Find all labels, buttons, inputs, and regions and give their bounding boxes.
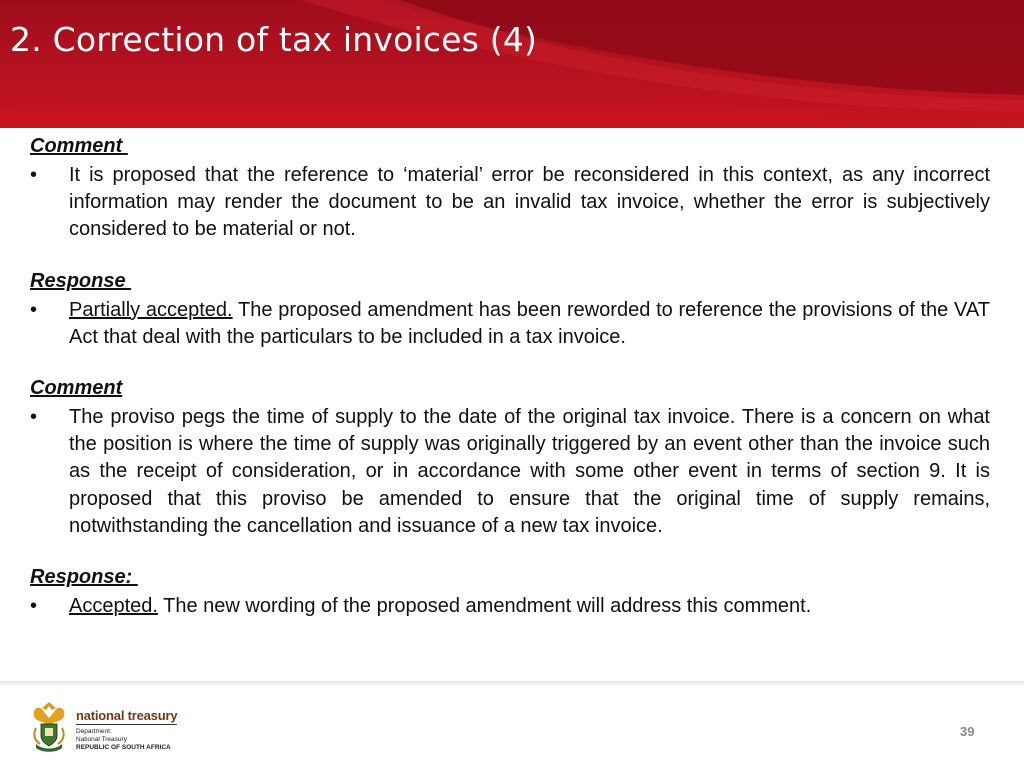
footer-divider bbox=[0, 681, 1024, 685]
bullet-icon: • bbox=[30, 595, 38, 618]
bullet-text: The proposed amendment has been reworded to reference the provisions of the VAT Act that deal with the particulars to be included in a tax invoice. bbox=[69, 298, 990, 348]
bullet-icon: • bbox=[30, 164, 38, 186]
bullet-icon: • bbox=[30, 298, 38, 321]
logo-country: REPUBLIC OF SOUTH AFRICA bbox=[76, 744, 171, 751]
section-heading-comment-2: Comment bbox=[30, 377, 123, 400]
bullet-lead: Accepted. bbox=[69, 595, 158, 618]
section-heading-comment-1: Comment bbox=[30, 135, 128, 157]
national-treasury-logo bbox=[76, 708, 177, 752]
header-banner bbox=[0, 0, 1024, 128]
bullet-icon: • bbox=[30, 406, 38, 429]
bullet-text: The new wording of the proposed amendment will address this comment. bbox=[157, 595, 812, 618]
bullet-text: It is proposed that the reference to ‘material’ error be reconsidered in this context, as any incorrect information may render the document to be an invalid tax invoice, whether the error is subjectively considered to be material or not. bbox=[69, 164, 990, 241]
bullet-item bbox=[30, 404, 990, 540]
logo-name: national treasury bbox=[76, 708, 178, 723]
bullet-item bbox=[30, 593, 990, 620]
bullet-item bbox=[30, 297, 990, 351]
page-number: 39 bbox=[960, 724, 975, 739]
logo-department-name: National Treasury bbox=[76, 736, 127, 743]
bullet-lead: Partially accepted. bbox=[69, 298, 233, 321]
slide-content bbox=[30, 133, 990, 620]
bullet-text: The proviso pegs the time of supply to the date of the original tax invoice. There is a concern on what the position is where the time of supply was originally triggered by an event other than the invoice such as the receipt of consideration, or in accordance with some other event in terms of section 9. It is proposed that this proviso be amended to ensure that the original time of supply remains, notwithstanding the cancellation and issuance of a new tax invoice. bbox=[69, 406, 990, 537]
slide-title: 2. Correction of tax invoices (4) bbox=[10, 20, 538, 59]
bullet-item bbox=[30, 162, 990, 244]
coat-of-arms-icon bbox=[28, 698, 70, 754]
logo-department-label: Department: bbox=[76, 728, 112, 735]
section-heading-response-1: Response bbox=[30, 269, 132, 292]
section-heading-response-2: Response: bbox=[30, 566, 138, 589]
